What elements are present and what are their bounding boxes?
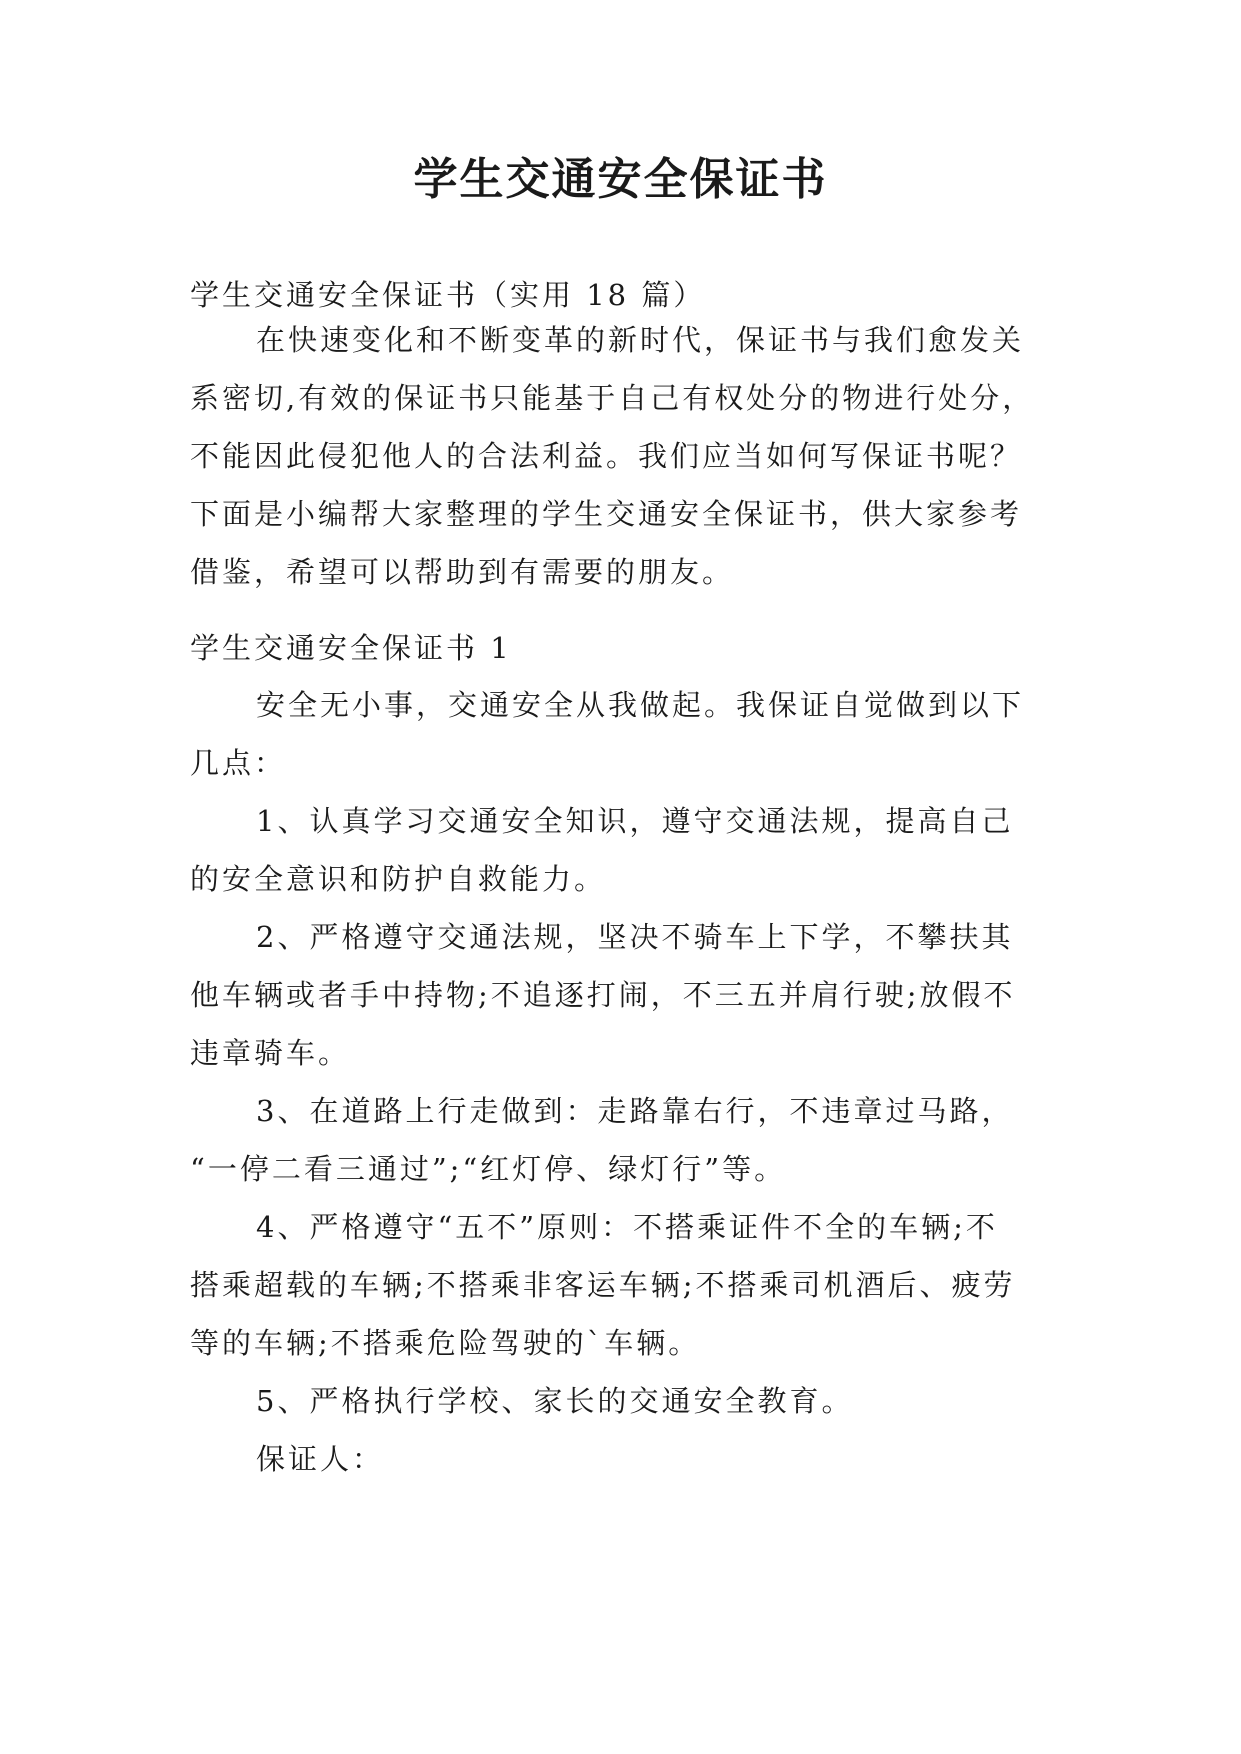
intro-line: 系密切,有效的保证书只能基于自己有权处分的物进行处分， (190, 381, 1035, 415)
list-item-4-line: 搭乘超载的车辆;不搭乘非客运车辆;不搭乘司机酒后、疲劳 (190, 1268, 1016, 1302)
guarantor-label: 保证人： (256, 1442, 385, 1476)
list-item-4-line: 4、严格遵守“五不”原则：不搭乘证件不全的车辆;不 (256, 1210, 998, 1244)
intro-line: 不能因此侵犯他人的合法利益。我们应当如何写保证书呢？ (190, 439, 1023, 473)
list-item-5-line: 5、严格执行学校、家长的交通安全教育。 (256, 1384, 854, 1418)
list-item-3-line: 3、在道路上行走做到：走路靠右行，不违章过马路， (256, 1094, 1014, 1128)
intro-line: 在快速变化和不断变革的新时代，保证书与我们愈发关 (256, 323, 1025, 357)
document-title: 学生交通安全保证书 (413, 154, 828, 205)
list-item-2-line: 他车辆或者手中持物;不追逐打闹，不三五并肩行驶;放假不 (190, 978, 1016, 1012)
paragraph-line: 安全无小事，交通安全从我做起。我保证自觉做到以下 (256, 688, 1025, 722)
list-item-2-line: 2、严格遵守交通法规，坚决不骑车上下学，不攀扶其 (256, 920, 1014, 954)
intro-line: 下面是小编帮大家整理的学生交通安全保证书，供大家参考 (190, 497, 1023, 531)
intro-line: 借鉴，希望可以帮助到有需要的朋友。 (190, 555, 735, 589)
section-heading-block (190, 619, 1060, 677)
list-item-2-line: 违章骑车。 (190, 1036, 351, 1070)
list-item-3-line: “一停二看三通过”;“红灯停、绿灯行”等。 (190, 1152, 787, 1186)
section-body (190, 676, 1060, 1488)
intro-paragraph (190, 311, 1060, 601)
intro-heading: 学生交通安全保证书（实用 18 篇） (190, 278, 706, 312)
paragraph-line: 几点： (190, 746, 287, 780)
list-item-1-line: 1、认真学习交通安全知识，遵守交通法规，提高自己 (256, 804, 1014, 838)
section-heading: 学生交通安全保证书 1 (190, 631, 512, 665)
list-item-4-line: 等的车辆;不搭乘危险驾驶的`车辆。 (190, 1326, 701, 1360)
list-item-1-line: 的安全意识和防护自救能力。 (190, 862, 607, 896)
